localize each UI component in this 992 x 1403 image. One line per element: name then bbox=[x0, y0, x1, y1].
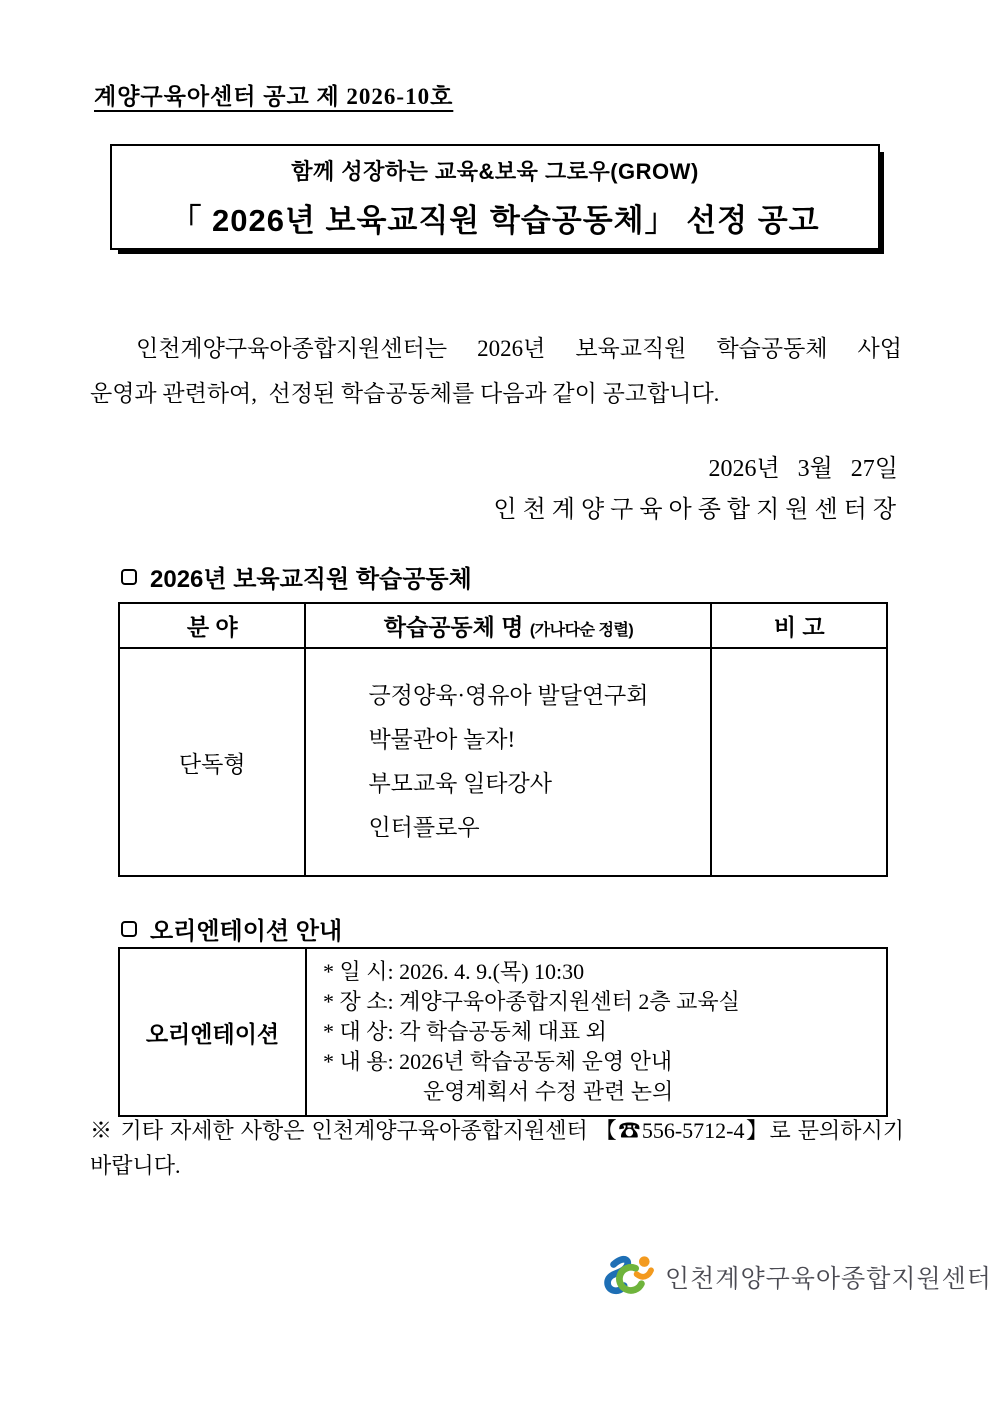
section1-heading bbox=[121, 559, 472, 594]
title-box-subtitle: 함께 성장하는 교육&보육 그로우(GROW) bbox=[291, 158, 699, 184]
table-row bbox=[119, 948, 887, 1116]
cell-note bbox=[711, 648, 887, 876]
cell-orientation-label: 오리엔테이션 bbox=[119, 948, 306, 1116]
title-box bbox=[110, 144, 880, 250]
center-logo-text: 인천계양구육아종합지원센터 bbox=[665, 1265, 992, 1293]
col-header-field: 분 야 bbox=[119, 603, 305, 648]
cell-field: 단독형 bbox=[119, 648, 305, 876]
section2-heading bbox=[121, 911, 342, 946]
detail-line: * 내 용: 2026년 학습공동체 운영 안내 bbox=[323, 1049, 673, 1074]
community-item: 인터플로우 bbox=[368, 815, 480, 840]
col-header-name bbox=[305, 603, 711, 648]
center-logo bbox=[597, 1252, 992, 1302]
communities-table bbox=[118, 602, 888, 877]
center-logo-icon bbox=[597, 1252, 657, 1302]
table-row bbox=[119, 648, 887, 876]
detail-line: * 대 상: 각 학습공동체 대표 외 bbox=[323, 1019, 607, 1044]
community-item: 부모교육 일타강사 bbox=[368, 771, 552, 796]
detail-line: * 장 소: 계양구육아종합지원센터 2층 교육실 bbox=[323, 989, 740, 1014]
community-item: 긍정양육·영유아 발달연구회 bbox=[368, 683, 649, 708]
col-header-note: 비 고 bbox=[711, 603, 887, 648]
title-box-title: 「 2026년 보육교직원 학습공동체」 선정 공고 bbox=[170, 202, 820, 238]
section1-heading-label: 2026년 보육교직원 학습공동체 bbox=[150, 566, 472, 593]
col-header-name-note: (가나다순 정렬) bbox=[529, 622, 634, 639]
community-item: 박물관아 놀자! bbox=[368, 727, 516, 752]
signature-line: 인천계양구육아종합지원센터장 bbox=[493, 497, 902, 523]
section2-heading-label: 오리엔테이션 안내 bbox=[150, 918, 343, 945]
square-bullet-icon bbox=[121, 921, 137, 937]
doc-number: 계양구육아센터 공고 제 2026-10호 bbox=[94, 84, 454, 109]
col-header-name-label: 학습공동체 명 bbox=[383, 614, 524, 640]
detail-line: 운영계획서 수정 관련 논의 bbox=[423, 1079, 674, 1104]
cell-orientation-details bbox=[306, 948, 887, 1116]
announcement-date: 2026년 3월 27일 bbox=[708, 456, 898, 482]
body-paragraph-line2: 운영과 관련하여, 선정된 학습공동체를 다음과 같이 공고합니다. bbox=[90, 381, 720, 406]
square-bullet-icon bbox=[121, 569, 137, 585]
table-header-row bbox=[119, 603, 887, 648]
contact-note: ※ 기타 자세한 사항은 인천계양구육아종합지원센터 【☎556-5712-4】로 문의하시기 바랍니다. bbox=[90, 1118, 904, 1178]
detail-line: * 일 시: 2026. 4. 9.(목) 10:30 bbox=[323, 959, 585, 984]
body-paragraph-line1: 인천계양구육아종합지원센터는 2026년 보육교직원 학습공동체 사업 bbox=[136, 336, 902, 361]
orientation-table bbox=[118, 947, 888, 1117]
cell-communities bbox=[305, 648, 711, 876]
